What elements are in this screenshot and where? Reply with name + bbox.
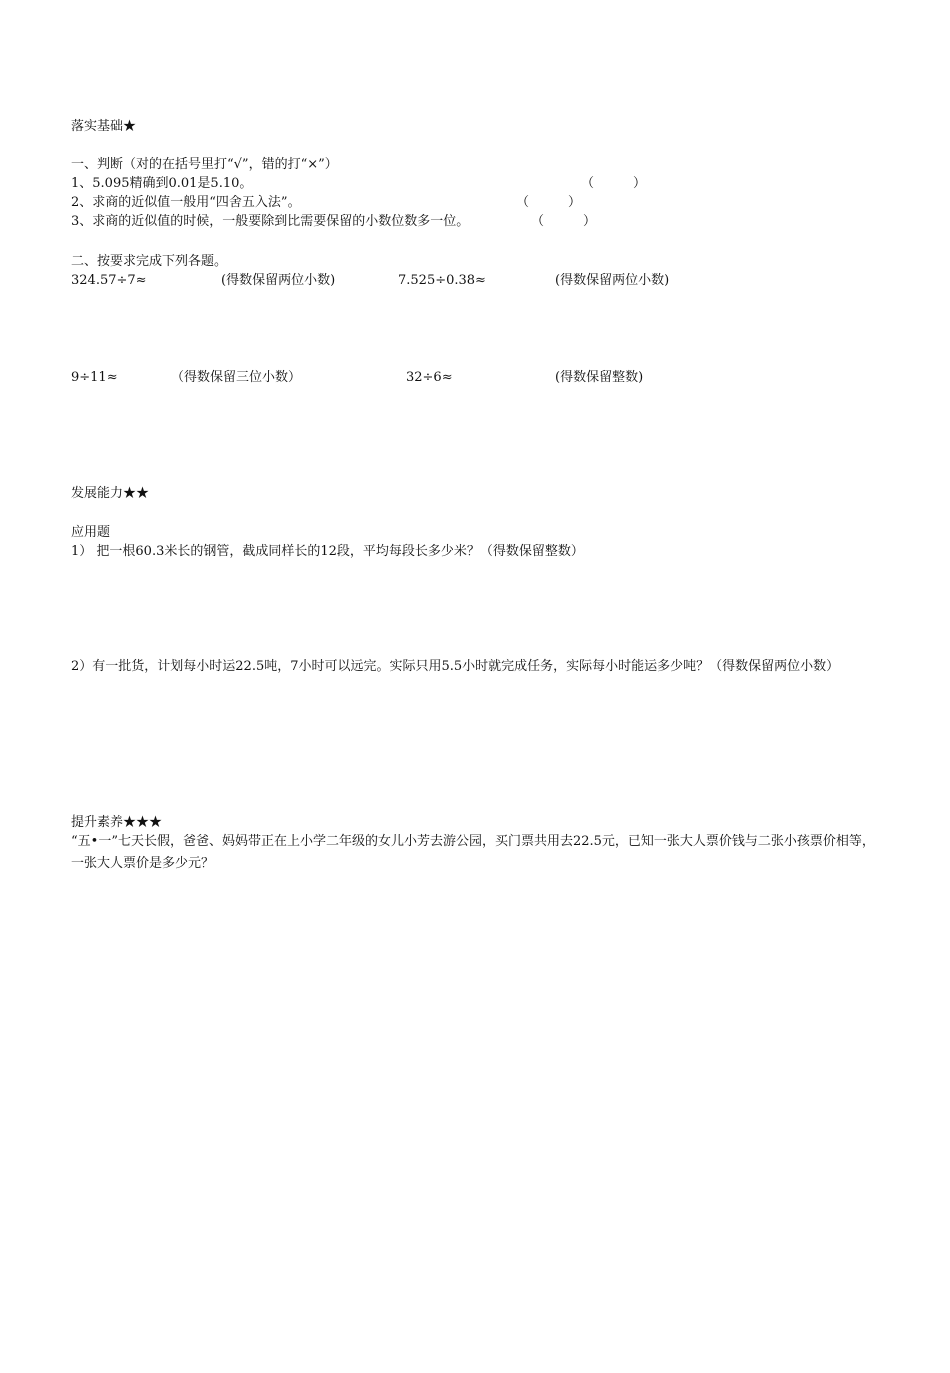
- section-basic-title: 落实基础★: [71, 119, 137, 134]
- judge-bracket-2[interactable]: （ ）: [516, 195, 582, 210]
- judge-heading: 一、判断（对的在括号里打“√”，错的打“×”）: [71, 157, 338, 172]
- judge-item-3: 3、求商的近似值的时候，一般要除到比需要保留的小数位数多一位。: [71, 214, 470, 229]
- compute-expr-1: 324.57÷7≈: [71, 273, 147, 288]
- compute-expr-2: 7.525÷0.38≈: [398, 273, 486, 288]
- section-improve-title: 提升素养★★★: [71, 815, 163, 830]
- compute-note-2: (得数保留两位小数): [555, 273, 670, 288]
- judge-bracket-1[interactable]: （ ）: [581, 176, 647, 191]
- compute-expr-4: 32÷6≈: [406, 370, 453, 385]
- develop-question-1: 1） 把一根60.3米长的钢管，截成同样长的12段，平均每段长多少米？（得数保留整数）: [71, 544, 584, 559]
- compute-heading: 二、按要求完成下列各题。: [71, 254, 228, 269]
- compute-note-4: (得数保留整数): [555, 370, 644, 385]
- develop-subheading: 应用题: [71, 525, 111, 540]
- compute-expr-3: 9÷11≈: [71, 370, 118, 385]
- compute-note-1: (得数保留两位小数): [221, 273, 336, 288]
- develop-question-2: 2）有一批货，计划每小时运22.5吨，7小时可以远完。实际只用5.5小时就完成任务，实际每小时能运多少吨？（得数保留两位小数）: [71, 659, 840, 674]
- judge-item-1: 1、5.095精确到0.01是5.10。: [71, 176, 253, 191]
- improve-problem: “五•一”七天长假，爸爸、妈妈带正在上小学二年级的女儿小芳去游公园，买门票共用去22.5元，已知一张大人票价钱与二张小孩票价相等，一张大人票价是多少元？: [71, 834, 875, 871]
- judge-item-2: 2、求商的近似值一般用“四舍五入法”。: [71, 195, 301, 210]
- section-develop-title: 发展能力★★: [71, 486, 150, 501]
- compute-note-3: （得数保留三位小数）: [171, 370, 302, 385]
- judge-bracket-3[interactable]: （ ）: [531, 214, 597, 229]
